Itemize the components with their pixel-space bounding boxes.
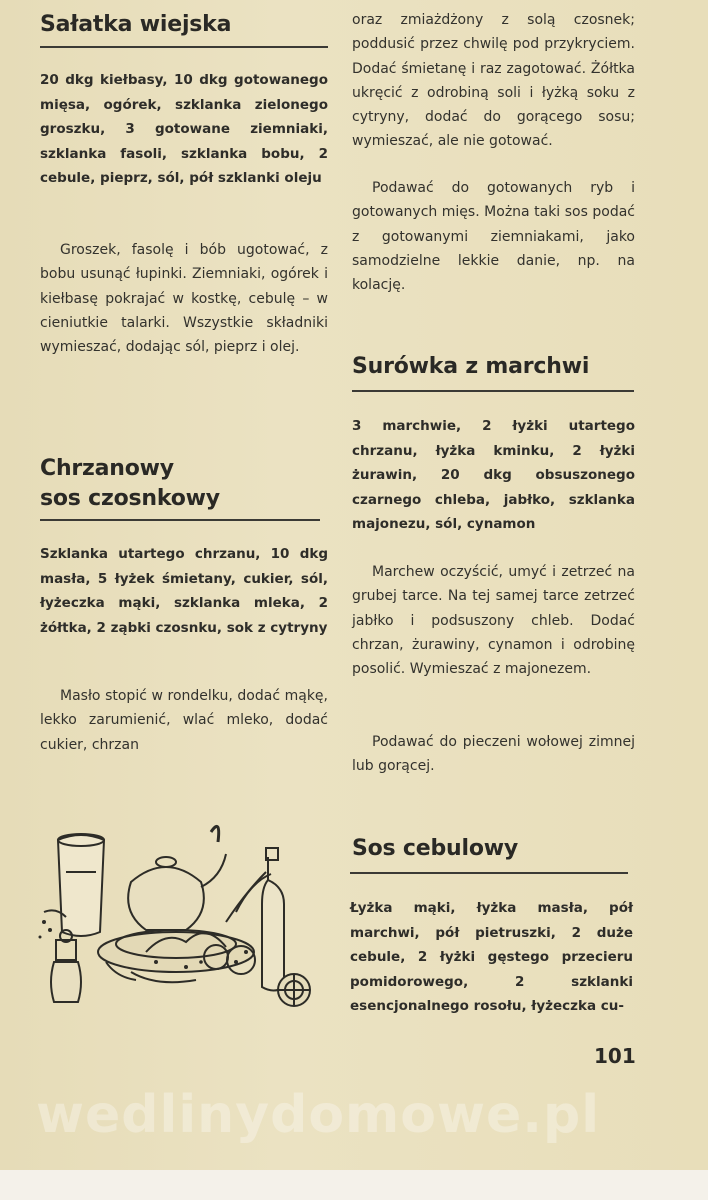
chrzanowy-ingredients: Szklanka utartego chrzanu, 10 dkg masła, 5 łyżek śmietany, cukier, sól, łyżeczka mąki, szklanka mleka, 2 żółtka, 2 ząbki czosnku, sok z cytryny bbox=[40, 546, 328, 636]
surowka-ingredients: 3 marchwie, 2 łyżki utartego chrzanu, łyżka kminku, 2 łyżki żurawin, 20 dkg obsuszonego czarnego chleba, jabłko, szklanka majonezu, sól, cynamon bbox=[352, 418, 635, 532]
chrzanowy-title-block bbox=[40, 454, 328, 514]
cebulowy-title-block bbox=[352, 834, 635, 864]
surowka-title: Surówka z marchwi bbox=[352, 354, 590, 379]
scan-margin bbox=[0, 1170, 708, 1200]
salatka-title-block bbox=[40, 10, 328, 40]
page-number: 101 bbox=[594, 1044, 636, 1068]
surowka-serving: Podawać do pieczeni wołowej zimnej lub gorącej. bbox=[352, 734, 635, 775]
cebulowy-ingredients: Łyżka mąki, łyżka masła, pół marchwi, pół pietruszki, 2 duże cebule, 2 łyżki gęstego przecieru pomidorowego, 2 szklanki esencjonalnego rosołu, łyżeczka cu- bbox=[350, 900, 633, 1014]
salatka-title-rule bbox=[40, 46, 328, 48]
surowka-title-block bbox=[352, 352, 635, 382]
chrzanowy-title-line1: Chrzanowy bbox=[40, 456, 174, 481]
cebulowy-title-rule bbox=[350, 872, 628, 874]
salatka-method: Groszek, fasolę i bób ugotować, z bobu usunąć łupinki. Ziemniaki, ogórek i kiełbasę pokrajać w kostkę, cebulę – w cieniutkie talarki. Wszystkie składniki wymieszać, dodając sól, pieprz i olej. bbox=[40, 242, 328, 356]
watermark-text: wedlinydomowe.pl bbox=[36, 1085, 601, 1145]
tableware-illustration bbox=[36, 812, 326, 1022]
chrzanowy-method-cont: oraz zmiażdżony z solą czosnek; poddusić przez chwilę pod przykryciem. Dodać śmietanę i raz zagotować. Żółtka ukręcić z odrobiną soli i łyżką soku z cytryny, dodać do gorącego sosu; wymieszać, ale nie gotować. bbox=[352, 12, 635, 150]
chrzanowy-title-line2: sos czosnkowy bbox=[40, 486, 220, 511]
surowka-title-rule bbox=[352, 390, 634, 392]
cebulowy-title: Sos cebulowy bbox=[352, 836, 519, 861]
chrzanowy-serving: Podawać do gotowanych ryb i gotowanych mięs. Można taki sos podać z gotowanymi ziemniakami, jako samodzielne lekkie danie, np. na kolację. bbox=[352, 180, 635, 294]
salatka-ingredients: 20 dkg kiełbasy, 10 dkg gotowanego mięsa, ogórek, szklanka zielonego groszku, 3 gotowane ziemniaki, szklanka fasoli, szklanka bobu, 2 cebule, pieprz, sól, pół szklanki oleju bbox=[40, 72, 328, 186]
surowka-method: Marchew oczyścić, umyć i zetrzeć na grubej tarce. Na tej samej tarce zetrzeć jabłko i podsuszony chleb. Dodać chrzan, żurawiny, cynamon i odrobinę posolić. Wymieszać z majonezem. bbox=[352, 564, 635, 678]
chrzanowy-method-start: Masło stopić w rondelku, dodać mąkę, lekko zarumienić, wlać mleko, dodać cukier, chrzan bbox=[40, 688, 328, 753]
salatka-title: Sałatka wiejska bbox=[40, 12, 232, 37]
chrzanowy-title-rule bbox=[40, 519, 320, 521]
